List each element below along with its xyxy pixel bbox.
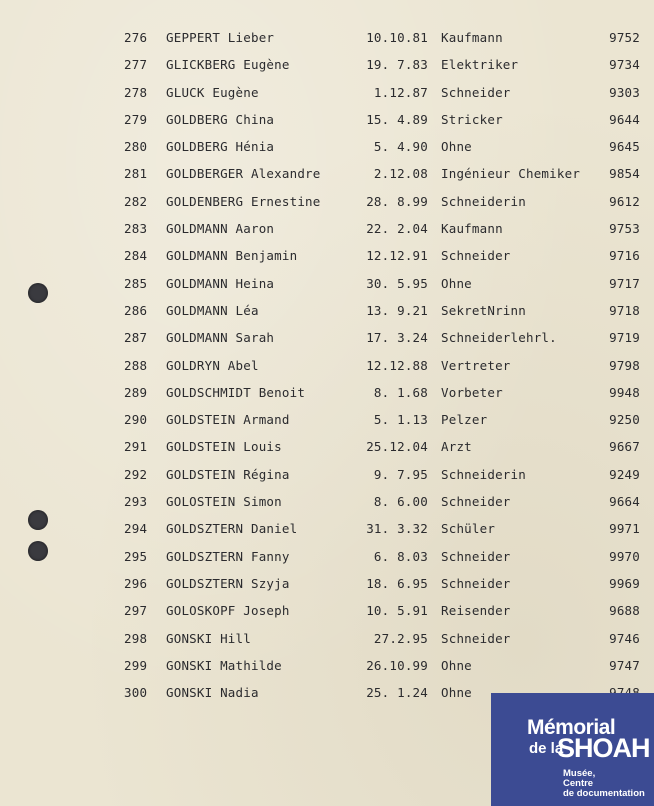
profession: Kaufmann	[441, 30, 503, 45]
record-id: 9948	[609, 384, 640, 400]
record-id: 9303	[609, 84, 640, 100]
list-row	[0, 517, 654, 544]
record-id: 9688	[609, 603, 640, 619]
record-id: 9752	[609, 30, 640, 45]
birth-date: 26.10.99	[366, 657, 428, 673]
person-name: GOLDMANN Sarah	[166, 330, 275, 346]
birth-date: 30. 5.95	[366, 275, 428, 291]
birth-date: 8. 6.00	[373, 494, 428, 510]
list-row	[0, 217, 654, 244]
person-name: GOLDSTEIN Louis	[166, 439, 282, 455]
birth-date: 9. 7.95	[373, 466, 428, 482]
record-id: 9798	[609, 357, 640, 373]
list-row	[0, 81, 654, 108]
birth-date: 27.2.95	[373, 630, 428, 646]
person-name: GOLDSZTERN Daniel	[166, 521, 298, 537]
profession: Schneider	[441, 548, 511, 564]
row-number: 282	[124, 193, 148, 209]
record-id: 9734	[609, 57, 640, 73]
row-number: 289	[124, 384, 148, 400]
list-row	[0, 381, 654, 408]
person-name: GOLOSTEIN Simon	[166, 494, 282, 510]
binder-hole	[28, 510, 48, 530]
row-number: 293	[124, 494, 148, 510]
person-name: GOLDBERG China	[166, 111, 275, 127]
profession: Kaufmann	[441, 221, 503, 237]
birth-date: 12.12.88	[366, 357, 428, 373]
person-name: GOLDMANN Benjamin	[166, 248, 298, 264]
binder-hole	[28, 283, 48, 303]
record-id: 9854	[609, 166, 640, 182]
birth-date: 12.12.91	[366, 248, 428, 264]
birth-date: 19. 7.83	[366, 57, 428, 73]
row-number: 286	[124, 302, 148, 318]
person-name: GOLDBERG Hénia	[166, 139, 275, 155]
list-row	[0, 135, 654, 162]
birth-date: 18. 6.95	[366, 575, 428, 591]
profession: Ohne	[441, 685, 472, 701]
profession: Reisender	[441, 603, 511, 619]
profession: SekretNrinn	[441, 302, 526, 318]
list-row	[0, 463, 654, 490]
record-id: 9716	[609, 248, 640, 264]
birth-date: 10.10.81	[366, 30, 428, 45]
birth-date: 22. 2.04	[366, 221, 428, 237]
person-name: GOLDMANN Heina	[166, 275, 275, 291]
profession: Vertreter	[441, 357, 511, 373]
row-number: 295	[124, 548, 148, 564]
person-name: GOLOSKOPF Joseph	[166, 603, 290, 619]
birth-date: 5. 1.13	[373, 412, 428, 428]
row-number: 280	[124, 139, 148, 155]
birth-date: 8. 1.68	[373, 384, 428, 400]
person-name: GLICKBERG Eugène	[166, 57, 290, 73]
record-id: 9719	[609, 330, 640, 346]
profession: Ingénieur Chemiker	[441, 166, 581, 182]
list-row	[0, 53, 654, 80]
record-id: 9667	[609, 439, 640, 455]
birth-date: 25. 1.24	[366, 685, 428, 701]
row-number: 278	[124, 84, 148, 100]
list-row	[0, 326, 654, 353]
watermark-shoah: SHOAH	[557, 733, 650, 763]
list-row	[0, 26, 654, 53]
person-name: GOLDSZTERN Fanny	[166, 548, 290, 564]
list-row	[0, 408, 654, 435]
profession: Schneider	[441, 84, 511, 100]
profession: Stricker	[441, 111, 503, 127]
record-id: 9971	[609, 521, 640, 537]
row-number: 283	[124, 221, 148, 237]
binder-hole	[28, 541, 48, 561]
record-id: 9718	[609, 302, 640, 318]
birth-date: 17. 3.24	[366, 330, 428, 346]
profession: Ohne	[441, 139, 472, 155]
person-name: GOLDMANN Léa	[166, 302, 259, 318]
row-number: 290	[124, 412, 148, 428]
birth-date: 28. 8.99	[366, 193, 428, 209]
watermark-subtitle-1: Musée,	[563, 768, 596, 779]
row-number: 296	[124, 575, 148, 591]
profession: Schüler	[441, 521, 496, 537]
record-id: 9249	[609, 466, 640, 482]
watermark-title: Mémorial	[527, 716, 616, 739]
row-number: 294	[124, 521, 148, 537]
watermark-subtitle-3: de documentation	[563, 788, 645, 799]
person-name: GONSKI Nadia	[166, 685, 259, 701]
record-id: 9753	[609, 221, 640, 237]
record-id: 9747	[609, 657, 640, 673]
birth-date: 1.12.87	[373, 84, 428, 100]
birth-date: 5. 4.90	[373, 139, 428, 155]
record-id: 9717	[609, 275, 640, 291]
row-number: 279	[124, 111, 148, 127]
profession: Elektriker	[441, 57, 519, 73]
list-row	[0, 572, 654, 599]
person-name: GOLDENBERG Ernestine	[166, 193, 321, 209]
record-id: 9664	[609, 494, 640, 510]
list-row	[0, 244, 654, 271]
list-row	[0, 599, 654, 626]
watermark-subtitle-2: Centre	[563, 778, 594, 789]
profession: Schneider	[441, 575, 511, 591]
row-number: 298	[124, 630, 148, 646]
list-row	[0, 190, 654, 217]
row-number: 292	[124, 466, 148, 482]
row-number: 287	[124, 330, 148, 346]
record-id: 9612	[609, 193, 640, 209]
record-id: 9746	[609, 630, 640, 646]
birth-date: 10. 5.91	[366, 603, 428, 619]
row-number: 277	[124, 57, 148, 73]
person-name: GOLDSZTERN Szyja	[166, 575, 290, 591]
row-number: 297	[124, 603, 148, 619]
profession: Pelzer	[441, 412, 488, 428]
list-row	[0, 272, 654, 299]
birth-date: 2.12.08	[373, 166, 428, 182]
profession: Schneider	[441, 494, 511, 510]
birth-date: 13. 9.21	[366, 302, 428, 318]
profession: Arzt	[441, 439, 472, 455]
profession: Ohne	[441, 657, 472, 673]
list-row	[0, 108, 654, 135]
person-name: GOLDSTEIN Régina	[166, 466, 290, 482]
profession: Schneider	[441, 248, 511, 264]
list-row	[0, 299, 654, 326]
memorial-shoah-watermark	[491, 693, 654, 806]
row-number: 299	[124, 657, 148, 673]
row-number: 291	[124, 439, 148, 455]
profession: Schneiderin	[441, 193, 526, 209]
person-name: GOLDRYN Abel	[166, 357, 259, 373]
profession: Schneider	[441, 630, 511, 646]
list-row	[0, 654, 654, 681]
list-row	[0, 435, 654, 462]
watermark-de-la: de la	[529, 740, 564, 757]
person-name: GOLDSTEIN Armand	[166, 412, 290, 428]
birth-date: 31. 3.32	[366, 521, 428, 537]
profession: Schneiderlehrl.	[441, 330, 557, 346]
person-name: GLUCK Eugène	[166, 84, 259, 100]
person-name: GEPPERT Lieber	[166, 30, 275, 45]
person-name: GONSKI Hill	[166, 630, 251, 646]
person-name: GOLDMANN Aaron	[166, 221, 275, 237]
record-id: 9645	[609, 139, 640, 155]
person-name: GOLDBERGER Alexandre	[166, 166, 321, 182]
birth-date: 25.12.04	[366, 439, 428, 455]
row-number: 285	[124, 275, 148, 291]
list-row	[0, 162, 654, 189]
person-name: GOLDSCHMIDT Benoit	[166, 384, 306, 400]
record-id: 9970	[609, 548, 640, 564]
profession: Ohne	[441, 275, 472, 291]
record-id: 9644	[609, 111, 640, 127]
birth-date: 15. 4.89	[366, 111, 428, 127]
list-row	[0, 490, 654, 517]
record-id: 9250	[609, 412, 640, 428]
profession: Vorbeter	[441, 384, 503, 400]
list-row	[0, 354, 654, 381]
profession: Schneiderin	[441, 466, 526, 482]
list-row	[0, 545, 654, 572]
row-number: 300	[124, 685, 148, 701]
row-number: 284	[124, 248, 148, 264]
record-id: 9969	[609, 575, 640, 591]
birth-date: 6. 8.03	[373, 548, 428, 564]
deportee-list	[0, 26, 654, 708]
person-name: GONSKI Mathilde	[166, 657, 282, 673]
row-number: 276	[124, 30, 148, 45]
row-number: 281	[124, 166, 148, 182]
row-number: 288	[124, 357, 148, 373]
list-row	[0, 627, 654, 654]
